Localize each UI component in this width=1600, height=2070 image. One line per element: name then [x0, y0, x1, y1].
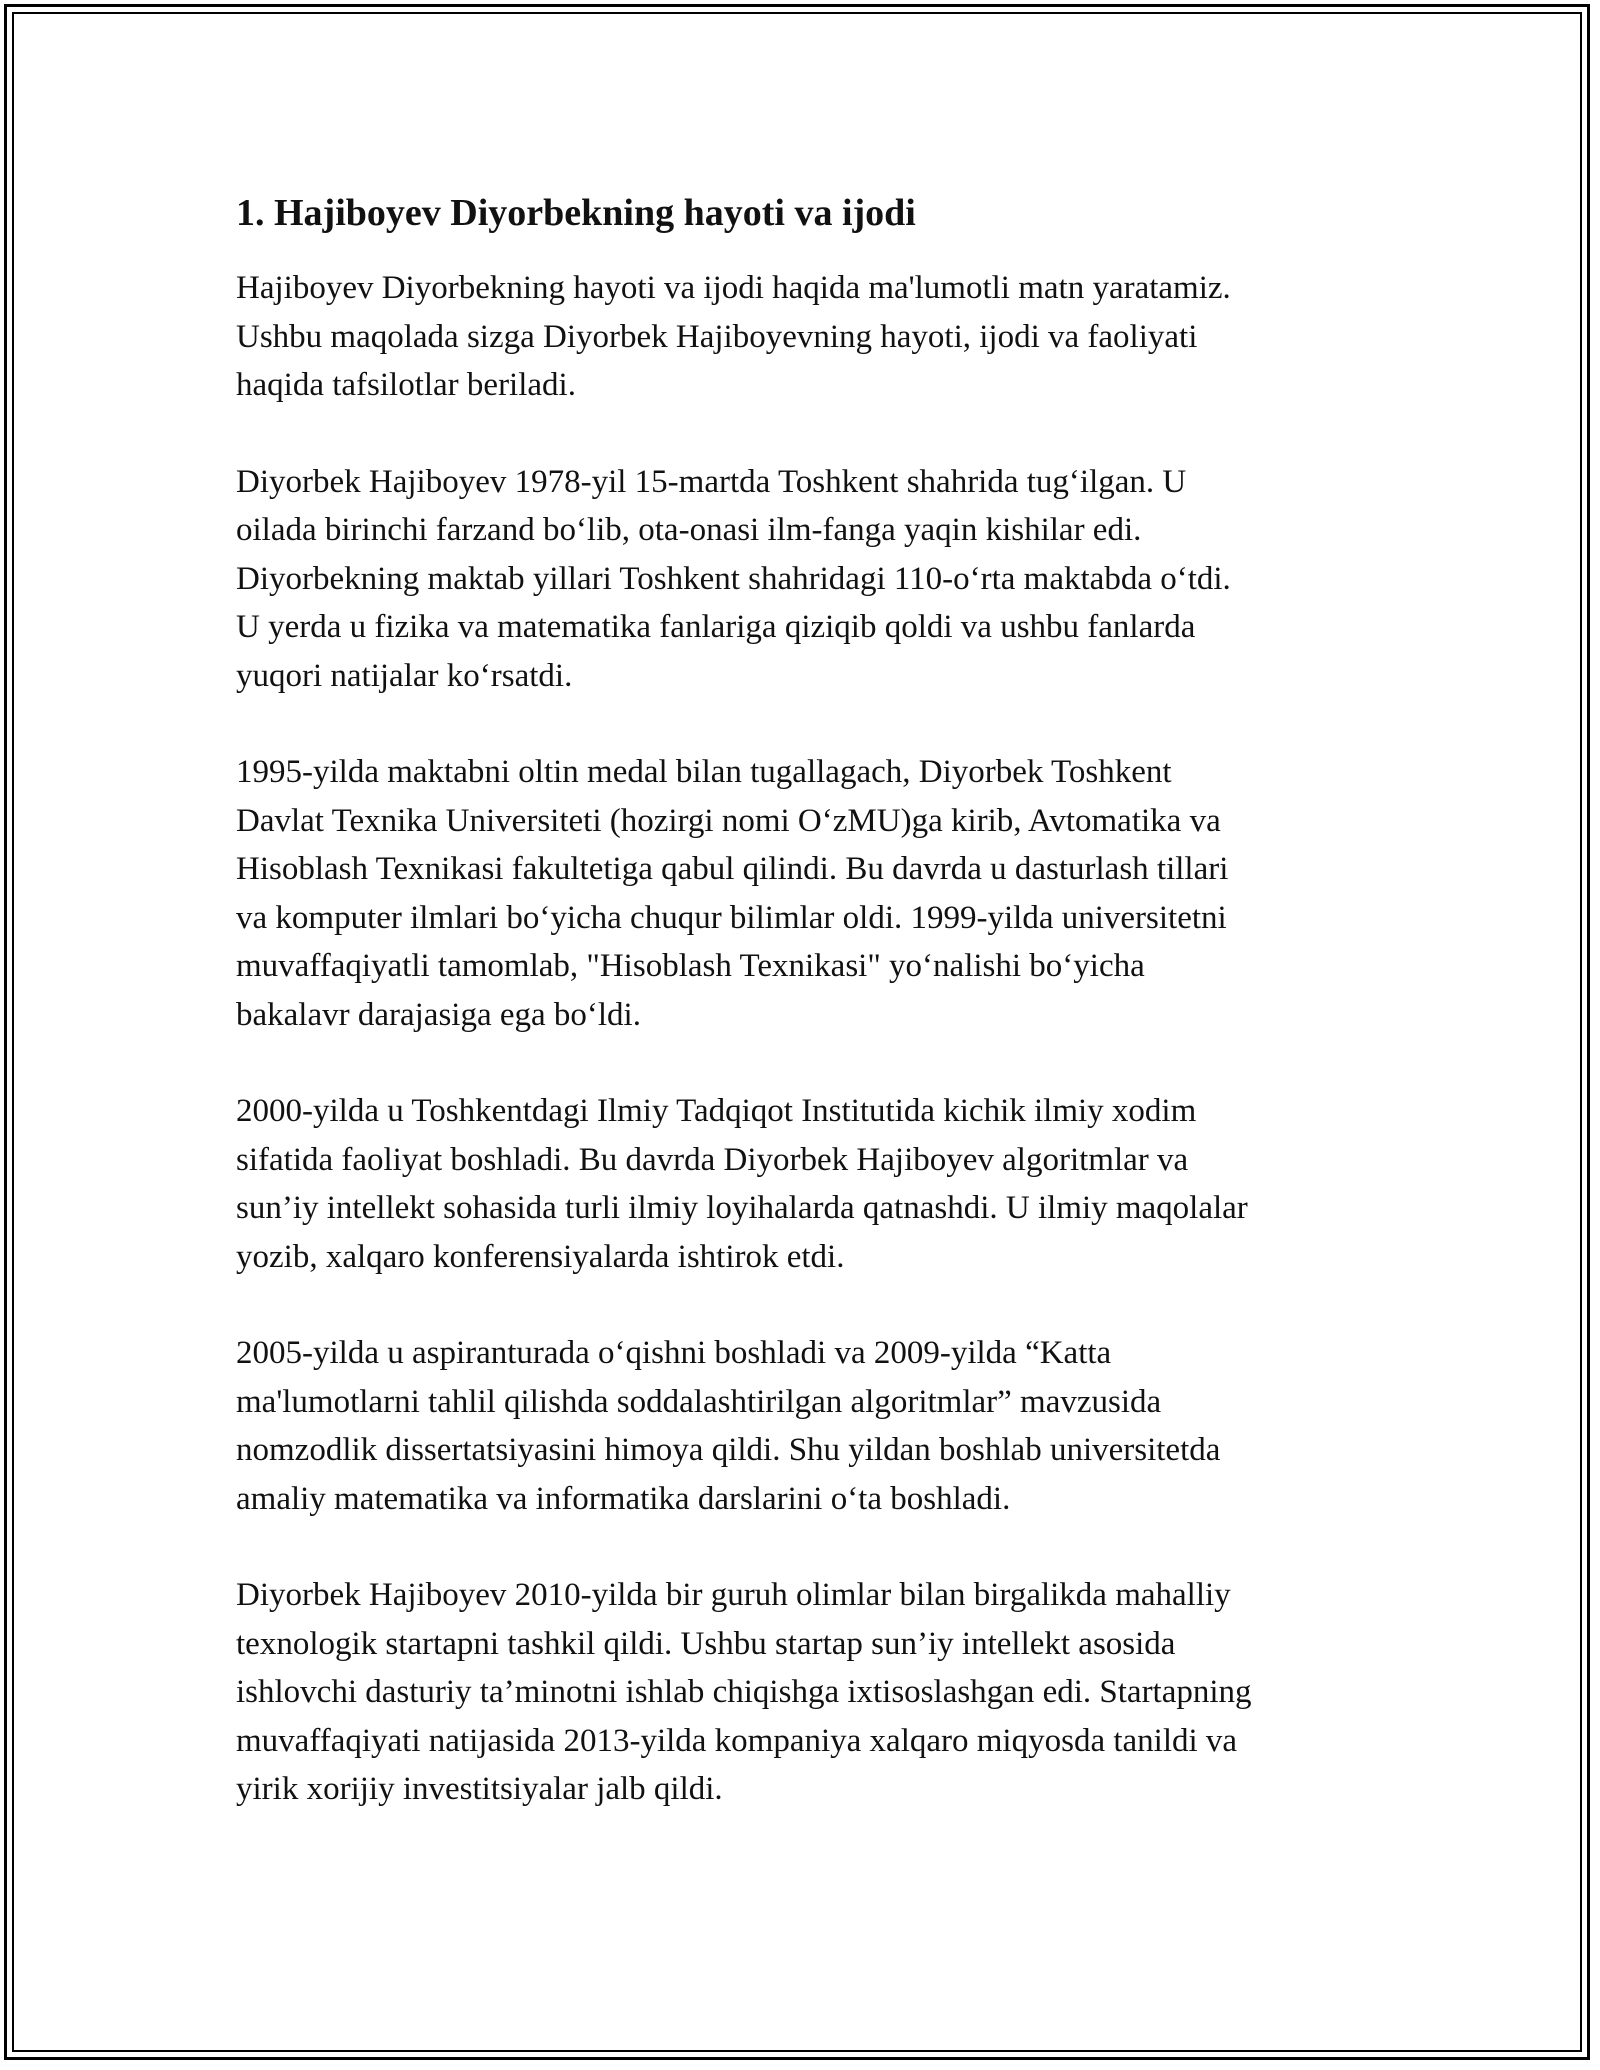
paragraph-list — [236, 264, 1376, 1814]
paragraph-line: nomzodlik dissertatsiyasini himoya qildi. Shu yildan boshlab universitetda — [236, 1432, 1221, 1468]
paragraph-line: Diyorbek Hajiboyev 1978-yil 15-martda Toshkent shahrida tug‘ilgan. U — [236, 463, 1187, 500]
paragraph-line: Hisoblash Texnikasi fakultetiga qabul qilindi. Bu davrda u dasturlash tillari — [236, 851, 1229, 887]
paragraph-line: Diyorbekning maktab yillari Toshkent shahridagi 110-o‘rta maktabda o‘tdi. — [236, 560, 1231, 597]
document-title: 1. Hajiboyev Diyorbekning hayoti va ijodi — [236, 192, 916, 234]
paragraph-line: yozib, xalqaro konferensiyalarda ishtirok etdi. — [236, 1238, 845, 1275]
paragraph-line: muvaffaqiyatli tamomlab, "Hisoblash Texnikasi" yo‘nalishi bo‘yicha — [236, 948, 1145, 984]
paragraph-line: oilada birinchi farzand bo‘lib, ota-onasi ilm-fanga yaqin kishilar edi. — [236, 512, 1142, 548]
paragraph-line: va komputer ilmlari bo‘yicha chuqur bilimlar oldi. 1999-yilda universitetni — [236, 899, 1227, 936]
paragraph-line: ishlovchi dasturiy ta’minotni ishlab chiqishga ixtisoslashgan edi. Startapning — [236, 1674, 1252, 1710]
paragraph-line: bakalavr darajasiga ega bo‘ldi. — [236, 996, 641, 1033]
paragraph — [236, 748, 1376, 1039]
paragraph — [236, 458, 1376, 701]
paragraph-line: yirik xorijiy investitsiyalar jalb qildi. — [236, 1771, 723, 1807]
paragraph-line: amaliy matematika va informatika darslarini o‘ta boshladi. — [236, 1480, 1011, 1517]
paragraph-line: sifatida faoliyat boshladi. Bu davrda Diyorbek Hajiboyev algoritmlar va — [236, 1141, 1189, 1178]
paragraph-line: Hajiboyev Diyorbekning hayoti va ijodi haqida ma'lumotli matn yaratamiz. — [236, 270, 1231, 306]
paragraph-line: muvaffaqiyati natijasida 2013-yilda kompaniya xalqaro miqyosda tanildi va — [236, 1722, 1238, 1759]
document-body — [236, 188, 1376, 1862]
paragraph — [236, 1329, 1376, 1523]
paragraph-line: Diyorbek Hajiboyev 2010-yilda bir guruh olimlar bilan birgalikda mahalliy — [236, 1577, 1231, 1613]
paragraph-line: ma'lumotlarni tahlil qilishda soddalashtirilgan algoritmlar” mavzusida — [236, 1383, 1162, 1420]
paragraph — [236, 1571, 1376, 1814]
paragraph-line: Ushbu maqolada sizga Diyorbek Hajiboyevning hayoti, ijodi va faoliyati — [236, 318, 1198, 355]
paragraph — [236, 1087, 1376, 1281]
paragraph — [236, 264, 1376, 410]
paragraph-line: yuqori natijalar ko‘rsatdi. — [236, 657, 573, 694]
paragraph-line: U yerda u fizika va matematika fanlariga qiziqib qoldi va ushbu fanlarda — [236, 609, 1196, 645]
paragraph-line: haqida tafsilotlar beriladi. — [236, 367, 576, 403]
paragraph-line: texnologik startapni tashkil qildi. Ushbu startap sun’iy intellekt asosida — [236, 1625, 1176, 1662]
paragraph-line: Davlat Texnika Universiteti (hozirgi nomi O‘zMU)ga kirib, Avtomatika va — [236, 802, 1221, 839]
paragraph-line: 1995-yilda maktabni oltin medal bilan tugallagach, Diyorbek Toshkent — [236, 754, 1172, 790]
paragraph-line: 2005-yilda u aspiranturada o‘qishni boshladi va 2009-yilda “Katta — [236, 1335, 1112, 1371]
paragraph-line: 2000-yilda u Toshkentdagi Ilmiy Tadqiqot Institutida kichik ilmiy xodim — [236, 1093, 1197, 1129]
paragraph-line: sun’iy intellekt sohasida turli ilmiy loyihalarda qatnashdi. U ilmiy maqolalar — [236, 1190, 1248, 1226]
